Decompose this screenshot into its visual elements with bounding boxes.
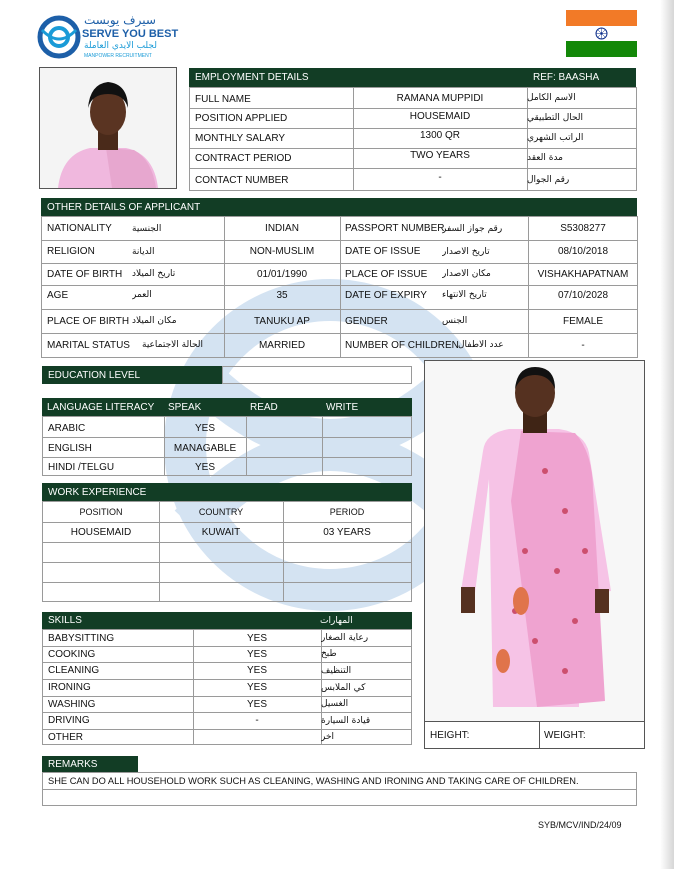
date-of-birth-label: DATE OF BIRTH	[47, 268, 123, 280]
work-period-value: 03 YEARS	[323, 526, 371, 538]
skill-other: OTHER	[48, 731, 83, 743]
language-english: ENGLISH	[48, 442, 92, 454]
remarks-text: SHE CAN DO ALL HOUSEHOLD WORK SUCH AS CLEANING, WASHING AND IRONING AND TAKING CARE OF CHILDREN.	[48, 776, 579, 786]
skills-header-arabic: المهارات	[320, 615, 353, 626]
reference-label: REF: BAASHA	[527, 68, 636, 87]
language-column-header: LANGUAGE LITERACY	[47, 401, 155, 413]
contract-period-value: TWO YEARS	[410, 149, 470, 161]
place-of-birth-label: PLACE OF BIRTH	[47, 315, 130, 327]
cleaning-value: YES	[246, 665, 267, 676]
monthly-salary-arabic: الراتب الشهري	[527, 133, 584, 143]
remarks-box	[42, 772, 637, 806]
driving-arabic: قيادة السيارة	[321, 715, 371, 726]
date-of-expiry-arabic: تاريخ الانتهاء	[442, 290, 487, 300]
employment-details-header: EMPLOYMENT DETAILS	[189, 68, 527, 87]
nationality-value: INDIAN	[265, 223, 299, 234]
religion-label: RELIGION	[47, 246, 95, 257]
applicant-photo-full	[425, 361, 644, 722]
age-label: AGE	[47, 289, 69, 301]
passport-number-arabic: رقم جواز السفر	[442, 223, 503, 234]
education-level-label: EDUCATION LEVEL	[42, 366, 222, 384]
skills-header: SKILLS	[42, 612, 412, 629]
position-applied-label: POSITION APPLIED	[195, 112, 288, 124]
full-name-value: RAMANA MUPPIDI	[396, 92, 484, 104]
ashoka-chakra-icon	[595, 27, 608, 40]
passport-number-value: S5308277	[560, 223, 606, 234]
passport-number-label: PASSPORT NUMBER	[345, 223, 445, 234]
ironing-value: YES	[246, 682, 267, 693]
work-experience-header: WORK EXPERIENCE	[42, 483, 412, 501]
date-of-expiry-value: 07/10/2028	[557, 289, 609, 301]
date-of-birth-value: 01/01/1990	[256, 268, 308, 280]
date-of-expiry-label: DATE OF EXPIRY	[345, 289, 427, 301]
number-of-children-arabic: عدد الاطفال	[458, 340, 504, 350]
english-speak-value: MANAGABLE	[173, 442, 237, 454]
marital-status-arabic: الحالة الاجتماعية	[142, 340, 203, 350]
marital-status-label: MARITAL STATUS	[47, 339, 130, 351]
arabic-speak-value: YES	[194, 422, 215, 434]
cooking-arabic: طبخ	[321, 649, 337, 659]
speak-column-header: SPEAK	[168, 401, 202, 413]
work-experience-table	[42, 501, 412, 602]
position-column-header: POSITION	[79, 507, 123, 517]
read-column-header: READ	[250, 401, 278, 413]
monthly-salary-label: MONTHLY SALARY	[195, 132, 286, 144]
washing-value: YES	[246, 698, 267, 710]
cooking-value: YES	[246, 648, 267, 660]
number-of-children-label: NUMBER OF CHILDREN	[345, 339, 459, 351]
other-details-table	[41, 216, 638, 358]
place-of-issue-arabic: مكان الاصدار	[442, 269, 491, 279]
education-level-value	[222, 366, 412, 384]
nationality-arabic: الجنسية	[132, 223, 162, 234]
full-name-arabic: الاسم الكامل	[527, 93, 576, 103]
country-column-header: COUNTRY	[198, 507, 244, 517]
work-country-value: KUWAIT	[201, 526, 241, 538]
date-of-issue-label: DATE OF ISSUE	[345, 246, 421, 257]
language-hindi-telgu: HINDI /TELGU	[48, 462, 115, 473]
remarks-header: REMARKS	[42, 756, 138, 772]
skill-driving: DRIVING	[48, 715, 90, 726]
work-position-value: HOUSEMAID	[70, 526, 132, 538]
religion-arabic: الديانة	[132, 246, 155, 257]
skill-ironing: IRONING	[48, 682, 91, 693]
contract-period-arabic: مدة العقد	[527, 153, 563, 163]
skill-cleaning: CLEANING	[48, 665, 100, 676]
number-of-children-value: -	[581, 339, 585, 351]
write-column-header: WRITE	[326, 401, 359, 413]
language-arabic: ARABIC	[48, 422, 86, 434]
skills-table	[42, 629, 412, 745]
logo-subtitle: MANPOWER RECRUITMENT	[84, 53, 152, 59]
babysitting-value: YES	[246, 632, 267, 644]
date-of-issue-value: 08/10/2018	[557, 246, 609, 257]
nationality-label: NATIONALITY	[47, 223, 112, 234]
contact-number-value: -	[438, 171, 442, 183]
marital-status-value: MARRIED	[258, 339, 306, 351]
language-literacy-header	[42, 398, 412, 416]
gender-value: FEMALE	[562, 315, 603, 327]
india-flag	[566, 10, 637, 57]
page-edge-shadow	[660, 0, 674, 869]
contract-period-label: CONTRACT PERIOD	[195, 152, 292, 164]
place-of-issue-label: PLACE OF ISSUE	[345, 268, 428, 280]
other-arabic: اخر	[321, 732, 335, 742]
age-arabic: العمر	[132, 290, 152, 300]
ironing-arabic: كي الملابس	[321, 682, 366, 693]
place-of-birth-arabic: مكان الميلاد	[132, 316, 177, 326]
skill-cooking: COOKING	[48, 648, 96, 660]
logo-arabic-name: سيرف يوبست	[84, 13, 156, 27]
gender-label: GENDER	[345, 315, 388, 327]
contact-number-label: CONTACT NUMBER	[195, 174, 289, 186]
position-applied-arabic: الحال التطبيقي	[527, 113, 584, 123]
monthly-salary-value: 1300 QR	[419, 129, 461, 141]
contact-number-arabic: رقم الجوال	[527, 175, 570, 185]
applicant-photo-small	[39, 67, 177, 189]
age-value: 35	[276, 289, 288, 301]
height-label: HEIGHT:	[430, 729, 470, 741]
document-code: SYB/MCV/IND/24/09	[538, 820, 622, 830]
position-applied-value: HOUSEMAID	[409, 110, 471, 122]
logo-arabic-subtitle: لجلب الايدي العاملة	[84, 41, 157, 51]
employment-details-table	[189, 87, 637, 191]
other-value	[193, 729, 321, 745]
gender-arabic: الجنس	[442, 316, 468, 326]
company-logo	[36, 13, 179, 62]
washing-arabic: الغسيل	[321, 699, 349, 709]
place-of-birth-value: TANUKU AP	[254, 315, 310, 327]
period-column-header: PERIOD	[329, 507, 365, 517]
skill-washing: WASHING	[48, 698, 96, 710]
full-body-photo-panel	[424, 360, 645, 749]
date-of-issue-arabic: تاريخ الاصدار	[442, 246, 490, 257]
language-literacy-table	[42, 416, 412, 476]
full-name-label: FULL NAME	[195, 93, 251, 105]
hindi-telgu-speak-value: YES	[194, 462, 215, 473]
place-of-issue-value: VISHAKHAPATNAM	[537, 268, 629, 280]
skill-babysitting: BABYSITTING	[48, 632, 115, 644]
weight-label: WEIGHT:	[544, 729, 586, 741]
religion-value: NON-MUSLIM	[249, 246, 315, 257]
logo-english-name: SERVE YOU BEST	[82, 28, 179, 40]
logo-emblem-icon	[36, 14, 82, 60]
other-details-header: OTHER DETAILS OF APPLICANT	[41, 198, 637, 216]
driving-value: -	[255, 715, 259, 726]
babysitting-arabic: رعاية الصغار	[321, 633, 369, 643]
date-of-birth-arabic: تاريخ الميلاد	[132, 269, 176, 279]
cleaning-arabic: التنظيف	[321, 665, 352, 676]
